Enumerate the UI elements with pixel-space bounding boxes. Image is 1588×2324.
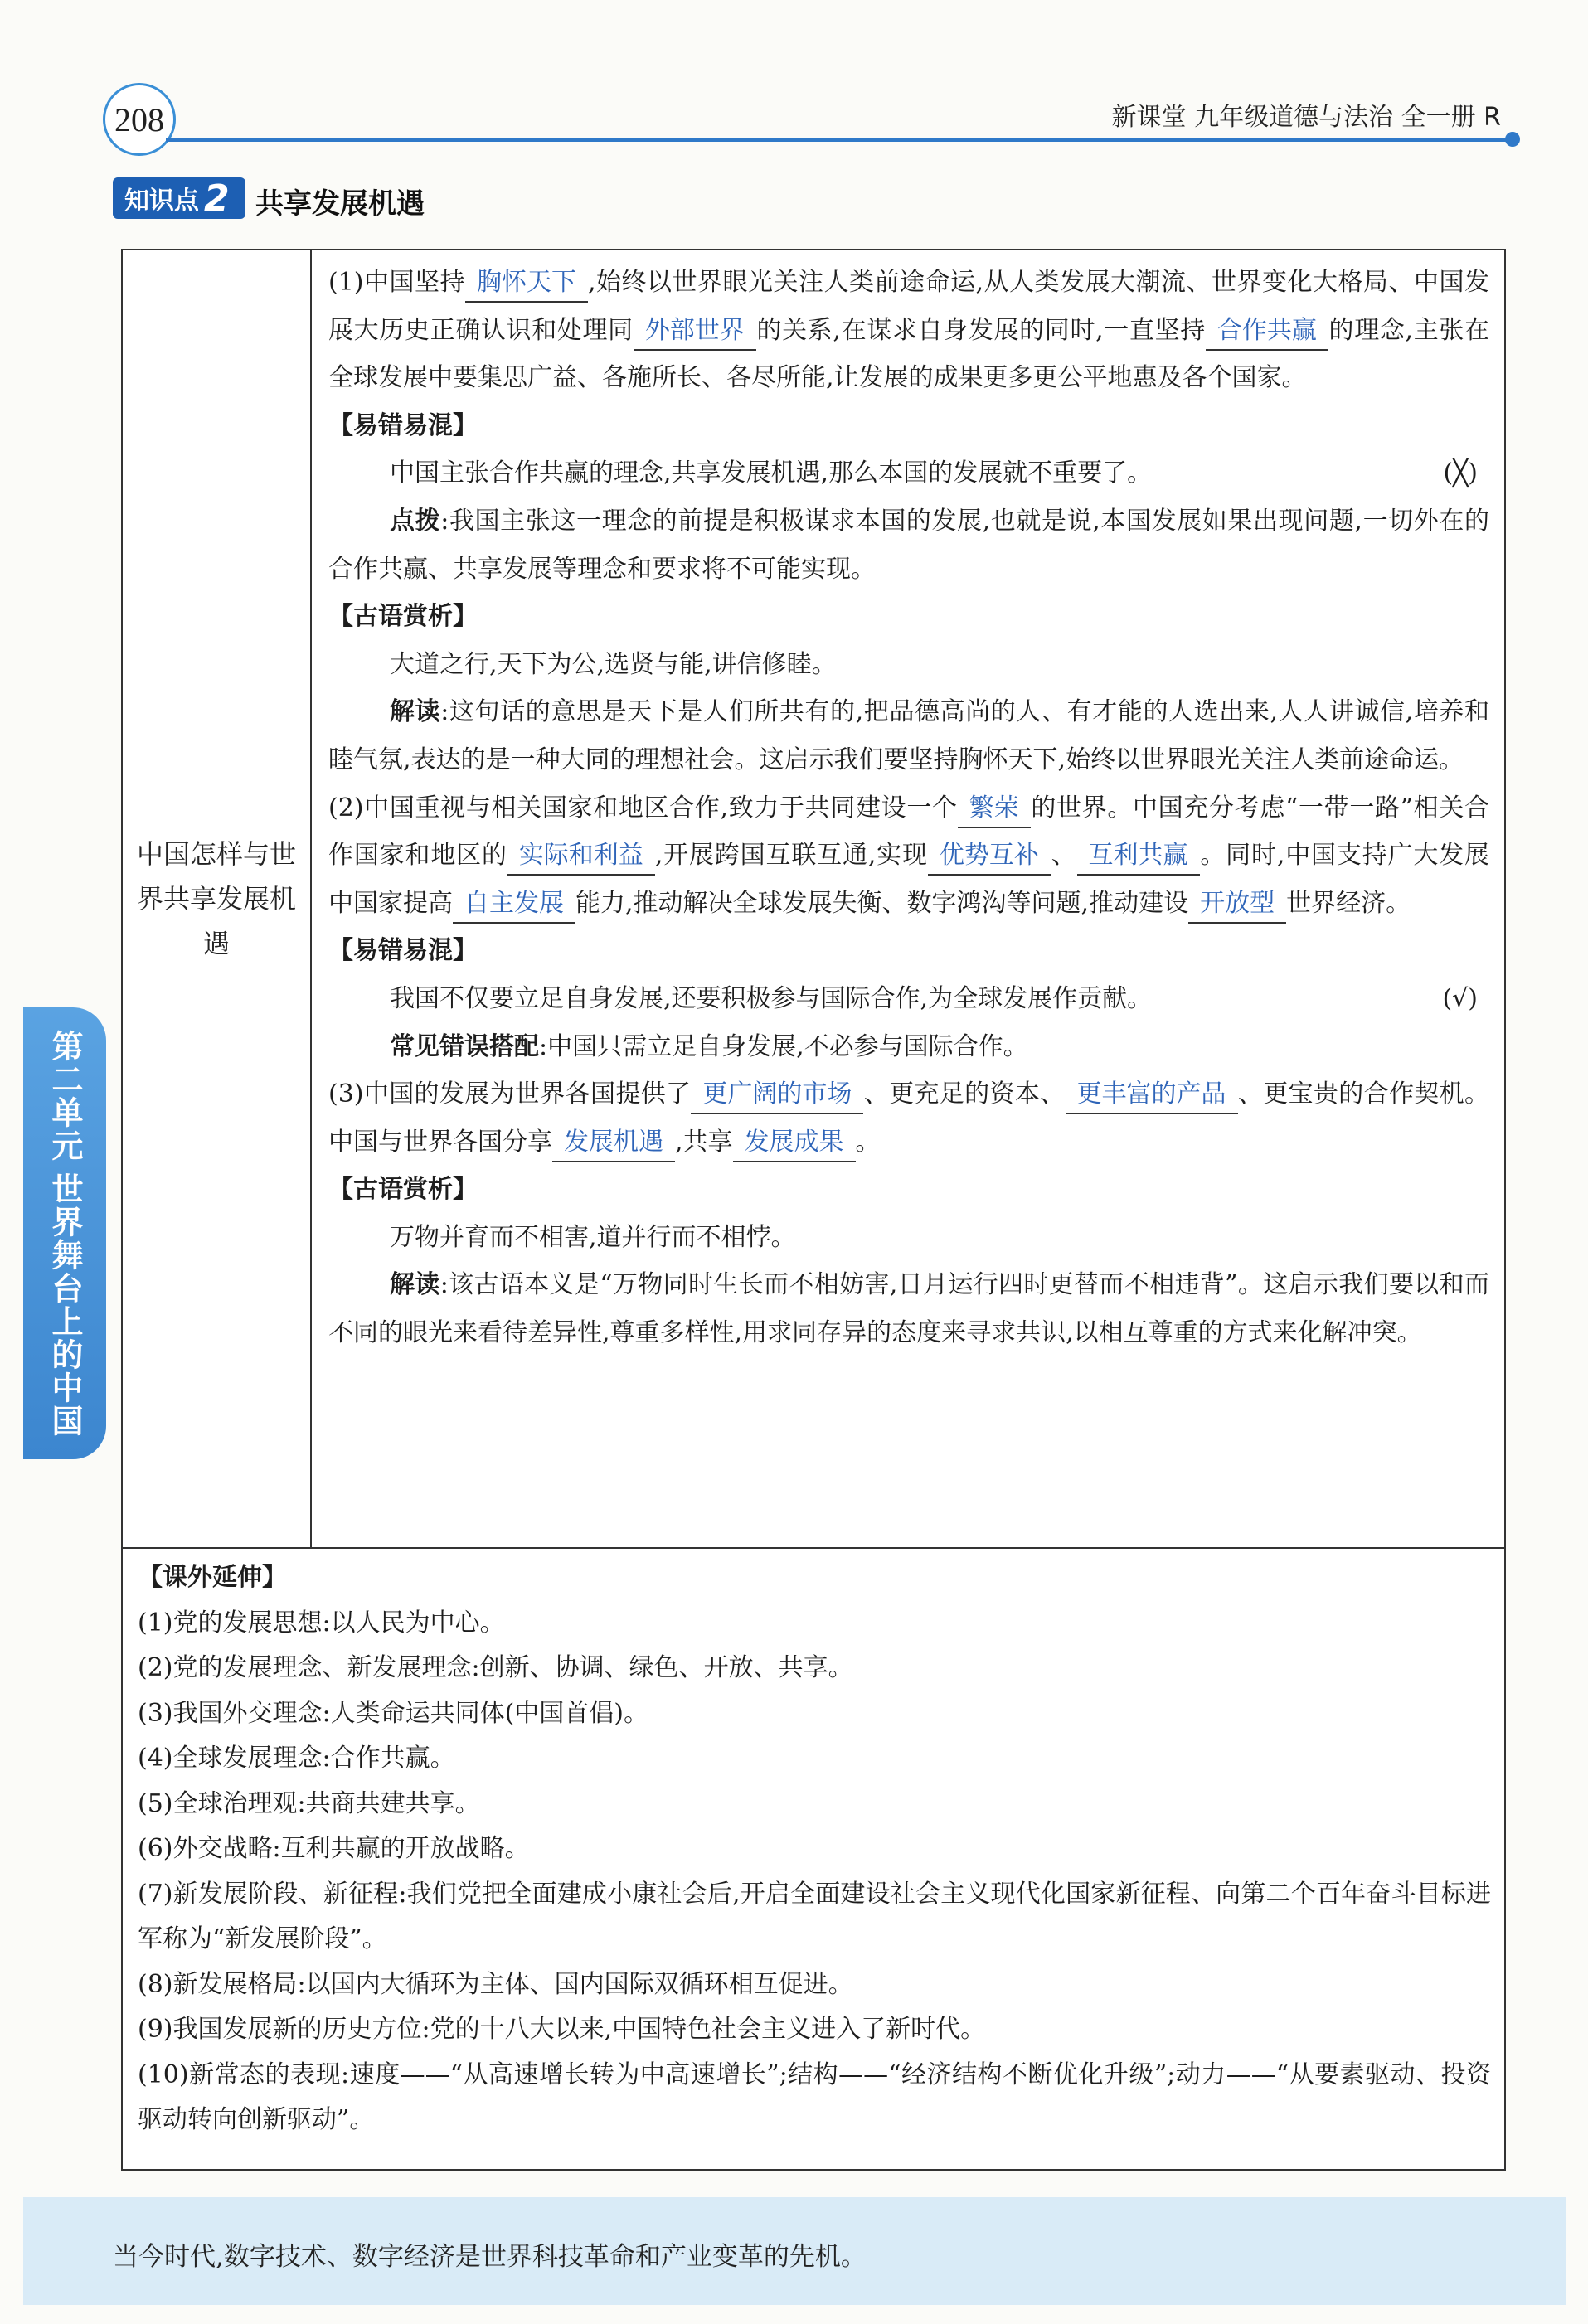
- answer-blank: 胸怀天下: [465, 264, 588, 303]
- classic-interpretation: [328, 1261, 1489, 1356]
- extension-item: (5)全球治理观:共商共建共享。: [138, 1788, 480, 1818]
- header-rule: [166, 138, 1513, 142]
- badge-number: 2: [204, 177, 230, 220]
- extension-item: (9)我国发展新的历史方位:党的十八大以来,中国特色社会主义进入了新时代。: [138, 2015, 986, 2044]
- judgement-mark: (√): [1442, 983, 1478, 1013]
- text: 。: [855, 1127, 881, 1157]
- classic-header: 【古语赏析】: [328, 1175, 478, 1205]
- answer-blank: 自主发展: [453, 885, 575, 924]
- answer-blank: 开放型: [1188, 885, 1286, 924]
- classic-quote: 万物并育而不相害,道并行而不相悖。: [390, 1222, 796, 1252]
- text: :我国主张这一理念的前提是积极谋求本国的发展,也就是说,本国发展如果出现问题,一切外在的合作共赢、共享发展等理念和要求将不可能实现。: [328, 506, 1490, 584]
- extension-item: (7)新发展阶段、新征程:我们党把全面建成小康社会后,开启全面建设社会主义现代化国家新征程、向第二个百年奋斗目标进军称为“新发展阶段”。: [138, 1879, 1491, 1953]
- text: 世界经济。: [1286, 888, 1411, 918]
- text: ,开展跨国互联互通,实现: [654, 841, 928, 871]
- text: 中国主张合作共赢的理念,共享发展机遇,那么本国的发展就不重要了。: [390, 458, 1153, 488]
- text: :这句话的意思是天下是人们所共有的,把品德高尚的人、有才能的人选出来,人人讲诚信,培养和睦气氛,表达的是一种大同的理想社会。这启示我们要坚持胸怀天下,始终以世界眼光关注人类前途命运。: [328, 697, 1490, 774]
- extension-item: (8)新发展格局:以国内大循环为主体、国内国际双循环相互促进。: [138, 1969, 853, 1999]
- row-label: 中国怎样与世界共享发展机遇: [136, 838, 296, 959]
- answer-blank: 外部世界: [634, 313, 756, 351]
- header-rule-dot: [1505, 132, 1520, 147]
- interpretation-label: 解读: [390, 697, 441, 727]
- content-cell: [328, 259, 1489, 1357]
- text: 的理念,主张在全球发展中要集思广益、各施所长、各尽所能,让发展的成果更多更公平地惠及各个国家。: [328, 315, 1489, 393]
- text: 。同时,中国支持广大发展中国家提高: [328, 841, 1490, 918]
- answer-blank: 更广阔的市场: [691, 1076, 863, 1114]
- tip-label: 点拨: [390, 506, 441, 536]
- mistake-statement: [328, 975, 1489, 1023]
- book-title: 新课堂 九年级道德与法治 全一册 R: [1111, 103, 1501, 132]
- mistake-header: 【易错易混】: [328, 936, 478, 966]
- text: (2)中国重视与相关国家和地区合作,致力于共同建设一个: [328, 793, 958, 822]
- mistake-header: 【易错易混】: [328, 410, 478, 440]
- classic-header: 【古语赏析】: [328, 602, 478, 632]
- point-1: [328, 259, 1489, 402]
- classic-interpretation: [328, 688, 1489, 784]
- extension-item: (1)党的发展思想:以人民为中心。: [138, 1608, 505, 1637]
- extension-item: (6)外交战略:互利共赢的开放战略。: [138, 1834, 530, 1863]
- answer-blank: 合作共赢: [1206, 313, 1328, 351]
- text: 能力,推动解决全球发展失衡、数字鸿沟等问题,推动建设: [575, 888, 1189, 918]
- page-number: 208: [103, 83, 176, 156]
- answer-blank: 优势互补: [928, 837, 1051, 876]
- answer-blank: 互利共赢: [1077, 837, 1200, 876]
- judgement-mark: (╳): [1443, 458, 1478, 488]
- point-2: [328, 784, 1489, 928]
- answer-blank: 发展成果: [733, 1124, 856, 1162]
- text: 的关系,在谋求自身发展的同时,一直坚持: [755, 315, 1206, 345]
- text: :中国只需立足自身发展,不必参与国际合作。: [539, 1031, 1028, 1061]
- row-label-cell: [123, 250, 312, 1547]
- mistake-statement: [328, 449, 1489, 497]
- text: 、更充足的资本、: [863, 1080, 1066, 1109]
- tip-label: 常见错误搭配: [390, 1031, 539, 1061]
- extension-item: (10)新常态的表现:速度——“从高速增长转为中高速增长”;结构——“经济结构不断优化升级”;动力——“从要素驱动、投资驱动转向创新驱动”。: [138, 2060, 1491, 2134]
- knowledge-table: [121, 249, 1506, 1549]
- point-3: [328, 1070, 1489, 1166]
- unit-label: 第二单元: [46, 1029, 83, 1162]
- answer-blank: 更丰富的产品: [1066, 1076, 1238, 1114]
- knowledge-point-badge: [113, 177, 245, 219]
- mistake-tip: [328, 497, 1489, 593]
- unit-side-tab: [23, 1007, 106, 1459]
- text: (3)中国的发展为世界各国提供了: [328, 1080, 692, 1109]
- extension-box: [121, 1547, 1506, 2171]
- text: :该古语本义是“万物同时生长而不相妨害,日月运行四时更替而不相违背”。这启示我们要以和而不同的眼光来看待差异性,尊重多样性,用求同存异的态度来寻求共识,以相互尊重的方式来化解冲突。: [328, 1270, 1489, 1348]
- text: ,共享: [675, 1127, 733, 1157]
- extension-item: (4)全球发展理念:合作共赢。: [138, 1744, 455, 1773]
- text: 、更宝贵的合作契机。中国与世界各国分享: [328, 1080, 1490, 1157]
- text: 、: [1050, 841, 1077, 871]
- interpretation-label: 解读: [390, 1270, 440, 1300]
- mistake-tip: [328, 1023, 1489, 1071]
- extension-content: [138, 1555, 1491, 2143]
- text: 我国不仅要立足自身发展,还要积极参与国际合作,为全球发展作贡献。: [390, 983, 1153, 1013]
- unit-title: 世界舞台上的中国: [46, 1172, 83, 1438]
- extension-header: 【课外延伸】: [138, 1563, 287, 1592]
- classic-quote: 大道之行,天下为公,选贤与能,讲信修睦。: [390, 649, 837, 679]
- footer-text: 当今时代,数字技术、数字经济是世界科技革命和产业变革的先机。: [113, 2242, 867, 2272]
- answer-blank: 繁荣: [958, 790, 1031, 828]
- extension-item: (2)党的发展理念、新发展理念:创新、协调、绿色、开放、共享。: [138, 1653, 853, 1682]
- text: (1)中国坚持: [328, 268, 465, 297]
- answer-blank: 发展机遇: [552, 1124, 675, 1162]
- text: 的世界。中国充分考虑“一带一路”相关合作国家和地区的: [328, 793, 1489, 871]
- badge-label: 知识点: [124, 187, 199, 216]
- extension-item: (3)我国外交理念:人类命运共同体(中国首倡)。: [138, 1698, 649, 1728]
- text: ,始终以世界眼光关注人类前途命运,从人类发展大潮流、世界变化大格局、中国发展大历史正确认识和处理同: [328, 268, 1490, 345]
- section-title: 共享发展机遇: [255, 187, 425, 221]
- answer-blank: 实际和利益: [507, 837, 655, 876]
